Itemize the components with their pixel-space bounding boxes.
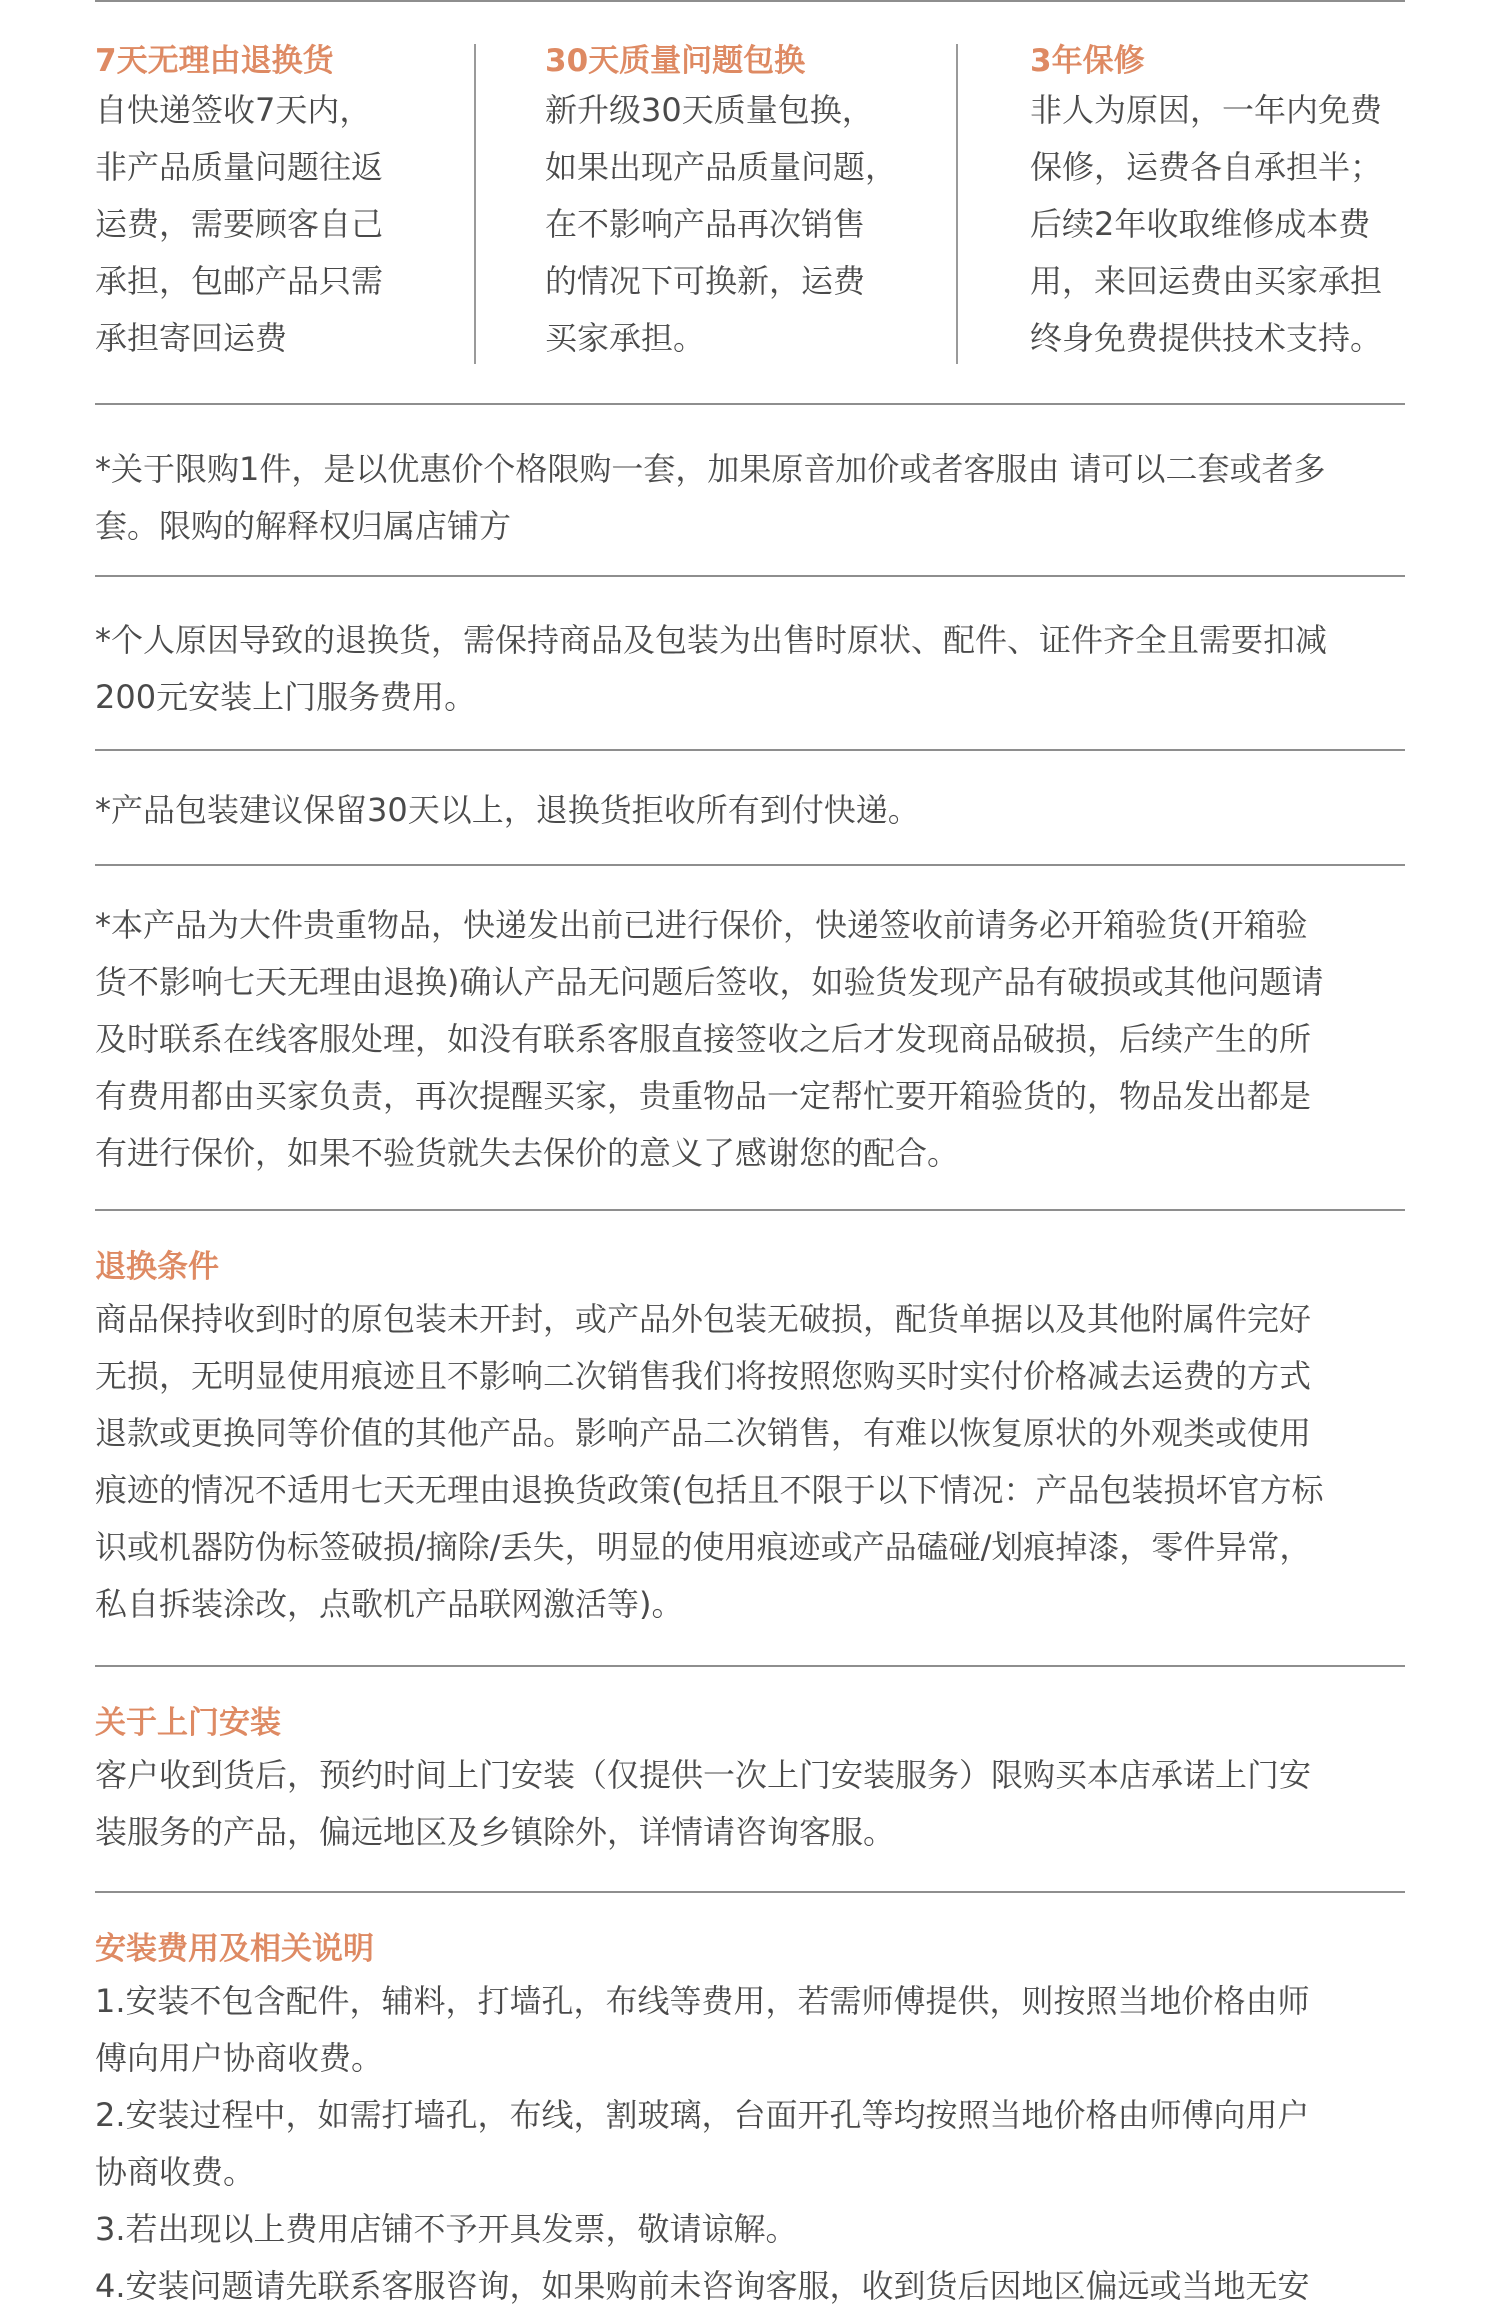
note-purchase-limit [95,441,1415,555]
column-line: 承担寄回运费 [95,319,288,357]
section-line: 识或机器防伪标签破损/摘除/丢失，明显的使用痕迹或产品磕碰/划痕掉漆，零件异常， [95,1528,1312,1566]
section-line: 傅向用户协商收费。 [95,2039,384,2077]
top-divider [95,0,1405,2]
section-line: 无损，无明显使用痕迹且不影响二次销售我们将按照您购买时实付价格减去运费的方式 [95,1357,1312,1395]
section-divider [95,864,1405,866]
column-line: 承担，包邮产品只需 [95,262,384,300]
column-line: 非产品质量问题往返 [95,148,384,186]
section-onsite-installation [95,1699,1415,1861]
section-title: 安装费用及相关说明 [95,1931,374,1967]
section-line: 3.若出现以上费用店铺不予开具发票，敬请谅解。 [95,2210,798,2248]
section-divider [95,1665,1405,1667]
column-title: 7天无理由退换货 [95,43,334,79]
policy-column-30day-exchange [545,40,945,367]
note-line: 及时联系在线客服处理，如没有联系客服直接签收之后才发现商品破损，后续产生的所 [95,1020,1312,1058]
section-line: 4.安装问题请先联系客服咨询，如果购前未咨询客服，收到货后因地区偏远或当地无安 [95,2267,1310,2305]
column-divider [956,44,958,364]
note-personal-return [95,612,1415,726]
policy-column-7day-return [95,40,495,367]
section-line: 装服务的产品，偏远地区及乡镇除外，详情请咨询客服。 [95,1813,896,1851]
policy-column-3year-warranty [1030,40,1430,367]
column-title: 3年保修 [1030,43,1145,79]
column-line: 用，来回运费由买家承担 [1030,262,1383,300]
note-line: *关于限购1件，是以优惠价个格限购一套，加果原音加价或者客服由 请可以二套或者多 [95,450,1326,488]
section-line: 2.安装过程中，如需打墙孔，布线，割玻璃，台面开孔等均按照当地价格由师傅向用户 [95,2096,1310,2134]
column-line: 后续2年收取维修成本费 [1030,205,1371,243]
section-title: 关于上门安装 [95,1705,281,1741]
column-line: 终身免费提供技术支持。 [1030,319,1383,357]
section-line: 协商收费。 [95,2153,256,2191]
column-line: 的情况下可换新，运费 [545,262,866,300]
column-line: 运费，需要顾客自己 [95,205,384,243]
section-divider [95,1209,1405,1211]
note-packaging [95,782,1415,839]
section-divider [95,403,1405,405]
note-line: 有费用都由买家负责，再次提醒买家，贵重物品一定帮忙要开箱验货的，物品发出都是 [95,1077,1312,1115]
section-divider [95,749,1405,751]
column-line: 非人为原因，一年内免费 [1030,91,1383,129]
section-return-conditions [95,1243,1415,1633]
column-line: 新升级30天质量包换， [545,91,874,129]
section-line: 私自拆装涂改，点歌机产品联网激活等)。 [95,1585,684,1623]
column-line: 如果出现产品质量问题， [545,148,898,186]
section-line: 痕迹的情况不适用七天无理由退换货政策(包括且不限于以下情况：产品包装损坏官方标 [95,1471,1324,1509]
section-line: 1.安装不包含配件，辅料，打墙孔，布线等费用，若需师傅提供，则按照当地价格由师 [95,1982,1310,2020]
column-line: 保修，运费各自承担半； [1030,148,1383,186]
column-line: 自快递签收7天内， [95,91,372,129]
column-line: 买家承担。 [545,319,706,357]
section-title: 退换条件 [95,1249,219,1285]
section-line: 退款或更换同等价值的其他产品。影响产品二次销售，有难以恢复原状的外观类或使用 [95,1414,1312,1452]
note-line: 200元安装上门服务费用。 [95,678,477,716]
note-line: *产品包装建议保留30天以上，退换货拒收所有到付快递。 [95,791,920,829]
note-inspection [95,897,1415,1182]
note-line: *个人原因导致的退换货，需保持商品及包装为出售时原状、配件、证件齐全且需要扣减 [95,621,1328,659]
note-line: 货不影响七天无理由退换)确认产品无问题后签收，如验货发现产品有破损或其他问题请 [95,963,1324,1001]
section-divider [95,1891,1405,1893]
column-divider [474,44,476,364]
note-line: 套。限购的解释权归属店铺方 [95,507,512,545]
section-line: 客户收到货后，预约时间上门安装（仅提供一次上门安装服务）限购买本店承诺上门安 [95,1756,1312,1794]
note-line: *本产品为大件贵重物品，快递发出前已进行保价，快递签收前请务必开箱验货(开箱验 [95,906,1308,944]
section-divider [95,575,1405,577]
section-line: 商品保持收到时的原包装未开封，或产品外包装无破损，配货单据以及其他附属件完好 [95,1300,1312,1338]
column-title: 30天质量问题包换 [545,43,806,79]
section-installation-fees [95,1925,1415,2315]
note-line: 有进行保价，如果不验货就失去保价的意义了感谢您的配合。 [95,1134,960,1172]
column-line: 在不影响产品再次销售 [545,205,866,243]
